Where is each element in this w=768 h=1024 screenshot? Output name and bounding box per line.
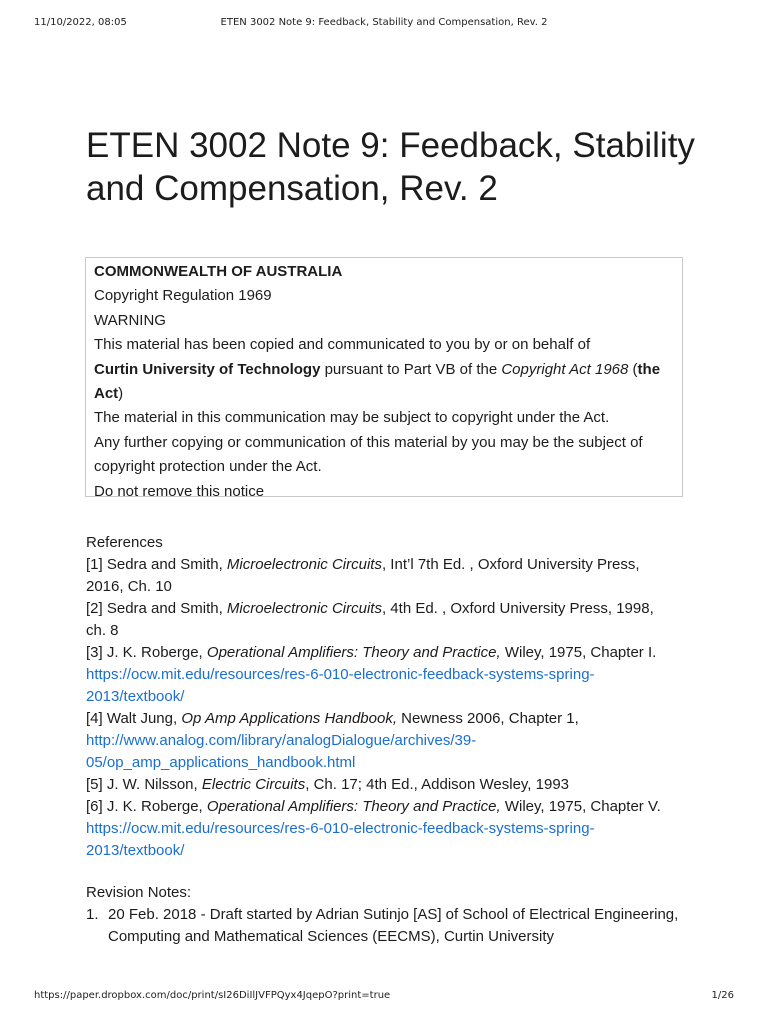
notice-line-5: Do not remove this notice — [94, 482, 265, 500]
notice-regulation: Copyright Regulation 1969 — [94, 287, 272, 305]
page-counter: 1/26 — [711, 990, 734, 1001]
reference-link[interactable]: http://www.analog.com/library/analogDialogue/archives/39-05/op_amp_applications_handbook.html — [86, 732, 477, 771]
references-section — [86, 532, 676, 862]
notice-line-3: The material in this communication may be subject to copyright under the Act. — [94, 409, 610, 427]
reference-authors: [1] Sedra and Smith, — [86, 556, 227, 573]
notice-line-2 — [94, 358, 674, 407]
notice-paren-close: ) — [118, 385, 124, 403]
reference-item — [86, 554, 676, 598]
reference-title: Microelectronic Circuits — [226, 600, 382, 617]
reference-details: Wiley, 1975, Chapter V. — [500, 798, 661, 815]
print-date: 11/10/2022, 08:05 — [34, 17, 127, 28]
reference-link[interactable]: https://ocw.mit.edu/resources/res-6-010-electronic-feedback-systems-spring-2013/textbook/ — [86, 820, 595, 859]
reference-details: , Int’l 7th Ed. , Oxford University Press, 2016, Ch. 10 — [86, 556, 640, 595]
reference-link[interactable]: https://ocw.mit.edu/resources/res-6-010-electronic-feedback-systems-spring-2013/textbook/ — [86, 666, 595, 705]
notice-act-title: Copyright Act 1968 — [501, 360, 629, 378]
reference-authors: [3] J. K. Roberge, — [86, 644, 207, 661]
notice-university: Curtin University of Technology — [94, 360, 321, 378]
reference-item — [86, 796, 676, 862]
document-title: ETEN 3002 Note 9: Feedback, Stability and Compensation, Rev. 2 — [86, 126, 695, 208]
reference-details: Wiley, 1975, Chapter I. — [500, 644, 657, 661]
references-heading: References — [86, 534, 163, 551]
notice-line-4: Any further copying or communication of this material by you may be the subject of copyright protection under the Act. — [94, 433, 643, 476]
reference-authors: [2] Sedra and Smith, — [86, 600, 227, 617]
notice-paren-open: ( — [628, 360, 638, 378]
reference-authors: [6] J. K. Roberge, — [86, 798, 207, 815]
reference-item — [86, 642, 676, 708]
reference-details: , Ch. 17; 4th Ed., Addison Wesley, 1993 — [305, 776, 570, 793]
reference-details: , 4th Ed. , Oxford University Press, 1998, ch. 8 — [86, 600, 654, 639]
reference-item — [86, 774, 676, 796]
revision-text: 20 Feb. 2018 - Draft started by Adrian Sutinjo [AS] of School of Electrical Engineering, Computing and Mathematical Sciences (EECMS), Curtin University — [108, 906, 679, 945]
reference-authors: [5] J. W. Nilsson, — [86, 776, 202, 793]
notice-line-1: This material has been copied and communicated to you by or on behalf of — [94, 336, 591, 354]
revision-list — [86, 904, 686, 948]
print-footer — [34, 990, 734, 1004]
reference-item — [86, 708, 676, 774]
revision-notes-heading: Revision Notes: — [86, 884, 192, 901]
reference-title: Electric Circuits — [201, 776, 306, 793]
reference-title: Operational Amplifiers: Theory and Practice, — [206, 644, 501, 661]
reference-item — [86, 598, 676, 642]
print-url: https://paper.dropbox.com/doc/print/sI26DiIlJVFPQyx4JqepO?print=true — [34, 990, 391, 1001]
reference-title: Op Amp Applications Handbook, — [181, 710, 398, 727]
reference-authors: [4] Walt Jung, — [86, 710, 182, 727]
notice-pursuant: pursuant to Part VB of the — [320, 360, 502, 378]
notice-warning: WARNING — [94, 311, 166, 329]
revision-item — [86, 904, 686, 948]
print-title: ETEN 3002 Note 9: Feedback, Stability and Compensation, Rev. 2 — [220, 17, 548, 28]
notice-the-act: the Act — [94, 360, 661, 403]
notice-heading: COMMONWEALTH OF AUSTRALIA — [94, 263, 343, 280]
revision-number: 1. — [86, 906, 99, 923]
print-header — [34, 17, 734, 31]
copyright-notice — [85, 257, 683, 500]
reference-title: Microelectronic Circuits — [226, 556, 382, 573]
reference-details: Newness 2006, Chapter 1, — [397, 710, 579, 727]
revision-notes-section — [86, 882, 686, 948]
reference-title: Operational Amplifiers: Theory and Practice, — [206, 798, 501, 815]
